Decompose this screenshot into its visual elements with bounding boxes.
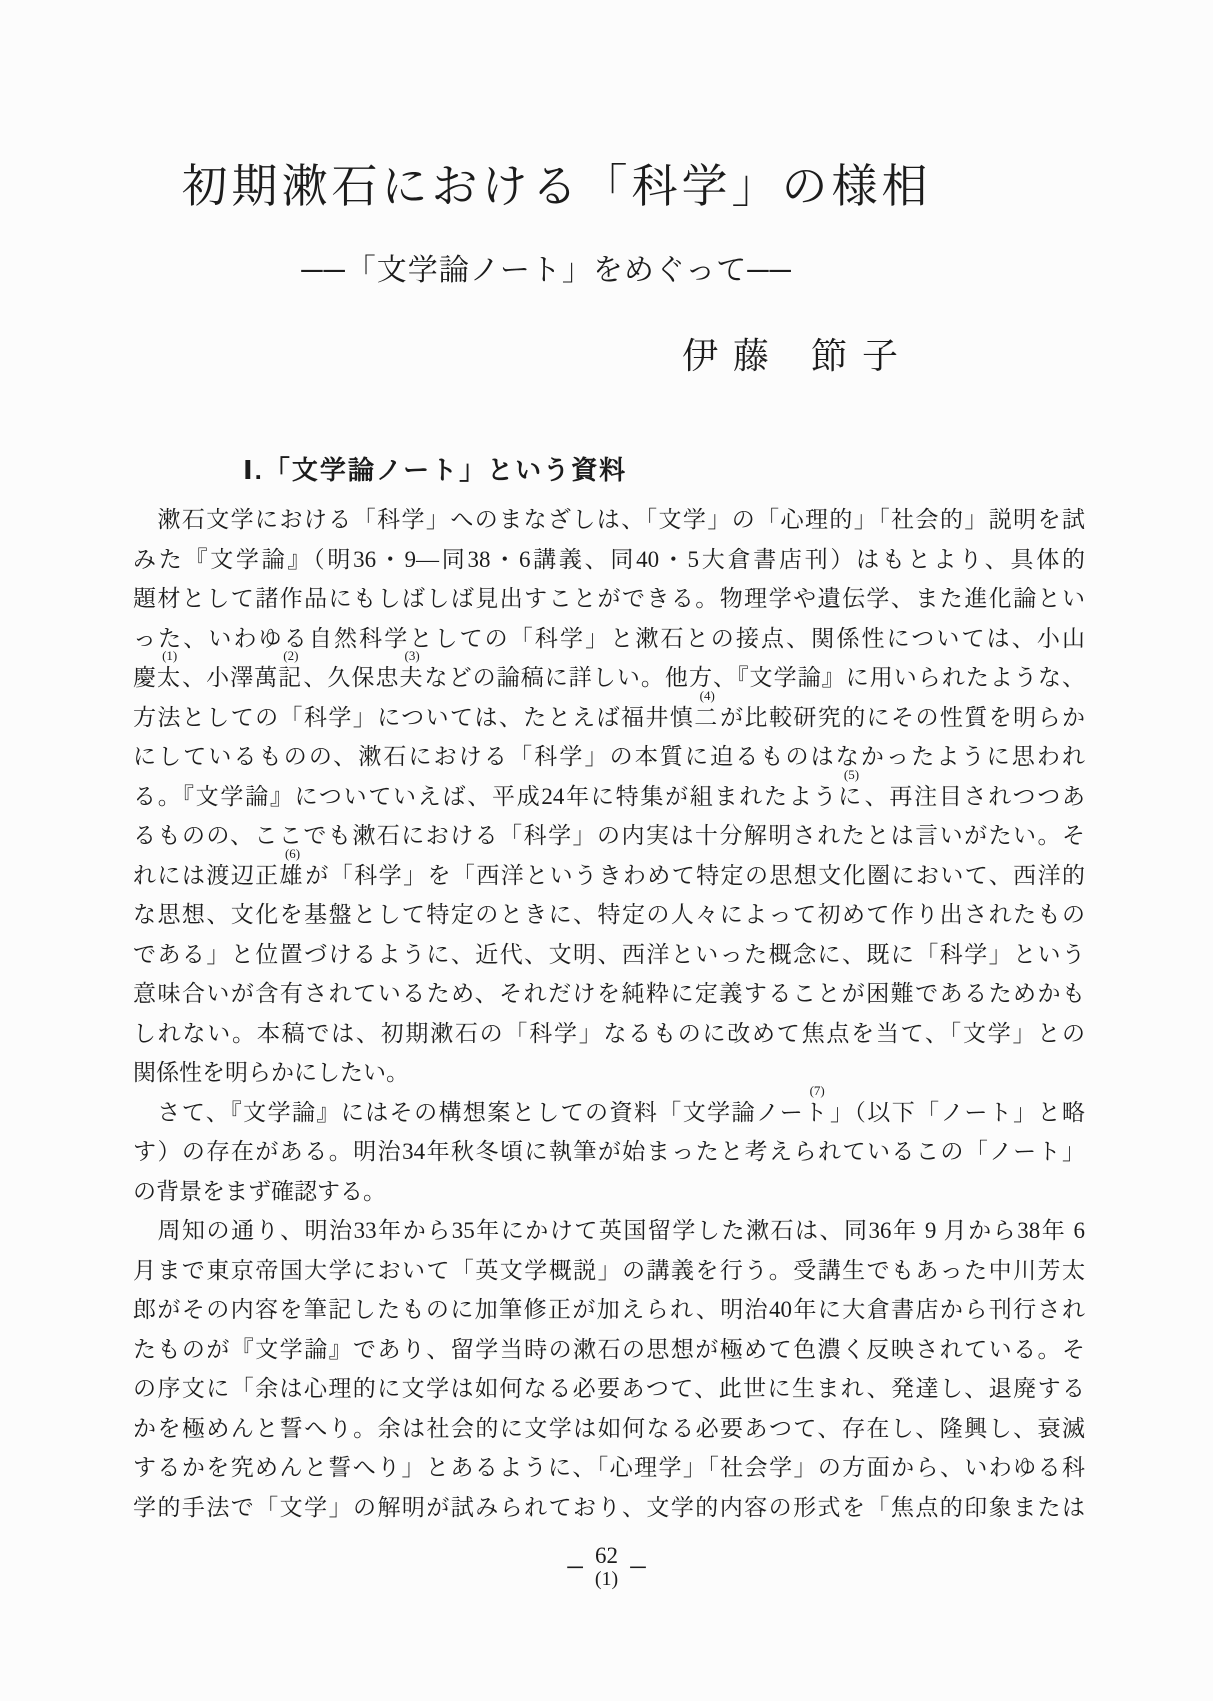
- body-line: 郎がその内容を筆記したものに加筆修正が加えられ、明治40年に大倉書店から刊行され: [133, 1297, 1085, 1322]
- body-line: である」と位置づけるように、近代、文明、西洋といった概念に、既に「科学」という: [133, 941, 1085, 967]
- page-footer: [0, 1543, 1213, 1590]
- body-line: 周知の通り、明治33年から35年にかけて英国留学した漱石は、同36年 9 月から38年 6: [133, 1218, 1085, 1243]
- page-number-sub: (1): [594, 1568, 619, 1591]
- body-line: 学的手法で「文学」の解明が試みられており、文学的内容の形式を「焦点的印象または: [133, 1494, 1086, 1520]
- body-line: 月まで東京帝国大学において「英文学概説」の講義を行う。受講生でもあった中川芳太: [133, 1257, 1085, 1283]
- body-line: 方法としての「科学」については、たとえば福井慎二(4)が比較研究的にその性質を明らか: [133, 687, 1085, 730]
- body-line: たものが『文学論』であり、留学当時の漱石の思想が極めて色濃く反映されている。そ: [133, 1336, 1086, 1362]
- footer-dash-right: ─: [630, 1553, 646, 1579]
- page-number-block: [595, 1543, 618, 1590]
- author-name: 伊 藤 節 子: [682, 336, 902, 376]
- body-line: 題材として諸作品にもしばしば見出すことができる。物理学や遺伝学、また進化論とい: [133, 586, 1085, 611]
- body-line: しれない。本稿では、初期漱石の「科学」なるものに改めて焦点を当て、「文学」との: [133, 1020, 1085, 1046]
- body-line: の背景をまず確認する。: [133, 1178, 386, 1204]
- body-text: [133, 500, 1085, 1527]
- page-number: 62: [594, 1543, 618, 1568]
- body-line: 意味合いが含有されているため、それだけを純粋に定義することが困難であるためかも: [133, 981, 1085, 1006]
- body-line: かを極めんと誓へり。余は社会的に文学は如何なる必要あつて、存在し、隆興し、衰滅: [133, 1415, 1085, 1441]
- footer-dash-left: ─: [567, 1553, 583, 1579]
- body-line: 関係性を明らかにしたい。: [133, 1060, 409, 1085]
- body-line: れには渡辺正雄(6)が「科学」を「西洋というきわめて特定の思想文化圏において、西洋的: [133, 845, 1085, 888]
- body-line: 漱石文学における「科学」へのまなざしは、「文学」の「心理的」「社会的」説明を試: [133, 507, 1086, 532]
- body-line: るものの、ここでも漱石における「科学」の内実は十分解明されたとは言いがたい。そ: [133, 823, 1085, 848]
- body-line: するかを究めんと誓へり」とあるように、「心理学」「社会学」の方面から、いわゆる科: [133, 1455, 1086, 1480]
- paper-subtitle: ──「文学論ノート」をめぐって──: [301, 254, 792, 287]
- body-line: す）の存在がある。明治34年秋冬頃に執筆が始まったと考えられているこの「ノート」: [133, 1139, 1085, 1164]
- body-line: みた『文学論』（明36・9―同38・6講義、同40・5大倉書店刊）はもとより、具体的: [133, 546, 1085, 572]
- body-line: る。『文学論』についていえば、平成24年に特集が組まれたように(5)、再注目されつつあ: [133, 766, 1086, 809]
- paper-title: 初期漱石における「科学」の様相: [181, 161, 932, 212]
- body-line: った、いわゆる自然科学としての「科学」と漱石との接点、関係性については、小山: [133, 625, 1085, 651]
- body-line: 慶太(1)、小澤萬記(2)、久保忠夫(3)などの論稿に詳しい。他方、『文学論』に用いられたような、: [133, 648, 1086, 690]
- body-line: にしているものの、漱石における「科学」の本質に迫るものはなかったように思われ: [133, 744, 1085, 769]
- body-line: さて、『文学論』にはその構想案としての資料「文学論ノート(7)」（以下「ノート」と略: [133, 1082, 1086, 1125]
- body-line: な思想、文化を基盤として特定のときに、特定の人々によって初めて作り出されたもの: [133, 902, 1086, 927]
- body-line: の序文に「余は心理的に文学は如何なる必要あつて、此世に生まれ、発達し、退廃する: [133, 1376, 1085, 1401]
- section-heading: Ⅰ.「文学論ノート」という資料: [243, 455, 628, 485]
